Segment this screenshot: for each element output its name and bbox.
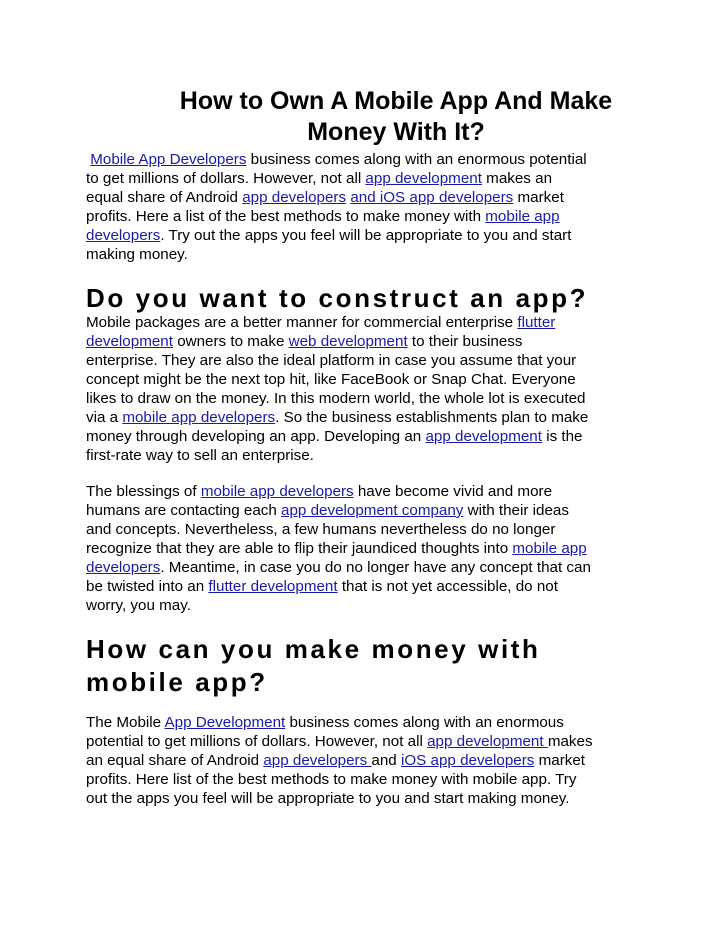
text: to their business [407, 333, 523, 350]
link-mobile-app[interactable]: mobile app [485, 208, 560, 225]
link-app-developers-2[interactable]: app developers [263, 752, 372, 769]
text: is the [541, 428, 583, 445]
page-title [86, 86, 706, 148]
text: makes an [481, 170, 553, 187]
text: The blessings of [86, 483, 201, 500]
text: making money. [86, 246, 188, 263]
text: with their ideas [463, 502, 569, 519]
text: via a [86, 409, 123, 426]
link-mobile-app-2[interactable]: mobile app [512, 540, 587, 557]
text: makes [547, 733, 593, 750]
text: enterprise. They are also the ideal platform in case you assume that your [86, 352, 577, 369]
text: first-rate way to sell an enterprise. [86, 447, 314, 464]
text: out the apps you feel will be appropriate to you and start making money. [86, 790, 570, 807]
link-mobile-app-developers[interactable]: Mobile App Developers [90, 151, 247, 168]
text: market [534, 752, 586, 769]
link-web-development[interactable]: web development [288, 333, 408, 350]
link-flutter[interactable]: flutter [517, 314, 556, 331]
section2-paragraph-1 [86, 713, 646, 808]
text: and [371, 752, 401, 769]
section-heading-construct-app: Do you want to construct an app? [86, 283, 589, 313]
text: profits. Here a list of the best methods to make money with [86, 208, 486, 225]
text: worry, you may. [86, 597, 191, 614]
text: recognize that they are able to flip their jaundiced thoughts into [86, 540, 513, 557]
title-line-1: How to Own A Mobile App And Make [179, 87, 613, 115]
text: . Try out the apps you feel will be appropriate to you and start [160, 227, 572, 244]
text: have become vivid and more [353, 483, 553, 500]
text: . So the business establishments plan to make [275, 409, 589, 426]
text: The Mobile [86, 714, 165, 731]
link-mobile-app-developers-3[interactable]: mobile app developers [200, 483, 354, 500]
section1-paragraph-1 [86, 313, 646, 465]
link-ios-app-developers[interactable]: and iOS app developers [350, 189, 514, 206]
text: to get millions of dollars. However, not all [86, 170, 366, 187]
link-app-developers[interactable]: app developers [242, 189, 347, 206]
link-app-development-3[interactable]: App Development [164, 714, 286, 731]
intro-paragraph [86, 150, 646, 264]
link-developers-2[interactable]: developers [86, 559, 161, 576]
text: and concepts. Nevertheless, a few humans nevertheless do no longer [86, 521, 556, 538]
section1-paragraph-2 [86, 482, 646, 615]
text: humans are contacting each [86, 502, 282, 519]
text: Mobile packages are a better manner for commercial enterprise [86, 314, 518, 331]
text: market [513, 189, 564, 206]
link-app-development[interactable]: app development [365, 170, 482, 187]
text: business comes along with an enormous [285, 714, 564, 731]
text: be twisted into an [86, 578, 209, 595]
link-flutter-development[interactable]: flutter development [208, 578, 338, 595]
text: owners to make [172, 333, 289, 350]
text: an equal share of Android [86, 752, 264, 769]
link-app-development-2[interactable]: app development [425, 428, 542, 445]
text: concept might be the next top hit, like FaceBook or Snap Chat. Everyone [86, 371, 576, 388]
link-mobile-app-developers-2[interactable]: mobile app developers [122, 409, 276, 426]
text: . Meantime, in case you do no longer have any concept that can [160, 559, 591, 576]
text: potential to get millions of dollars. However, not all [86, 733, 428, 750]
heading-line-2: mobile app? [86, 667, 268, 697]
link-developers[interactable]: developers [86, 227, 161, 244]
text: equal share of Android [86, 189, 243, 206]
text: profits. Here list of the best methods to make money with mobile app. Try [86, 771, 577, 788]
link-ios-app-developers-2[interactable]: iOS app developers [400, 752, 535, 769]
link-app-development-4[interactable]: app development [427, 733, 548, 750]
link-development[interactable]: development [86, 333, 173, 350]
section-heading-make-money [86, 633, 541, 699]
link-app-development-company[interactable]: app development company [281, 502, 464, 519]
text: business comes along with an enormous potential [246, 151, 587, 168]
text: that is not yet accessible, do not [337, 578, 558, 595]
title-line-2: Money With It? [307, 118, 485, 146]
text: money through developing an app. Developing an [86, 428, 426, 445]
text: likes to draw on the money. In this modern world, the whole lot is executed [86, 390, 586, 407]
heading-line-1: How can you make money with [86, 634, 541, 664]
